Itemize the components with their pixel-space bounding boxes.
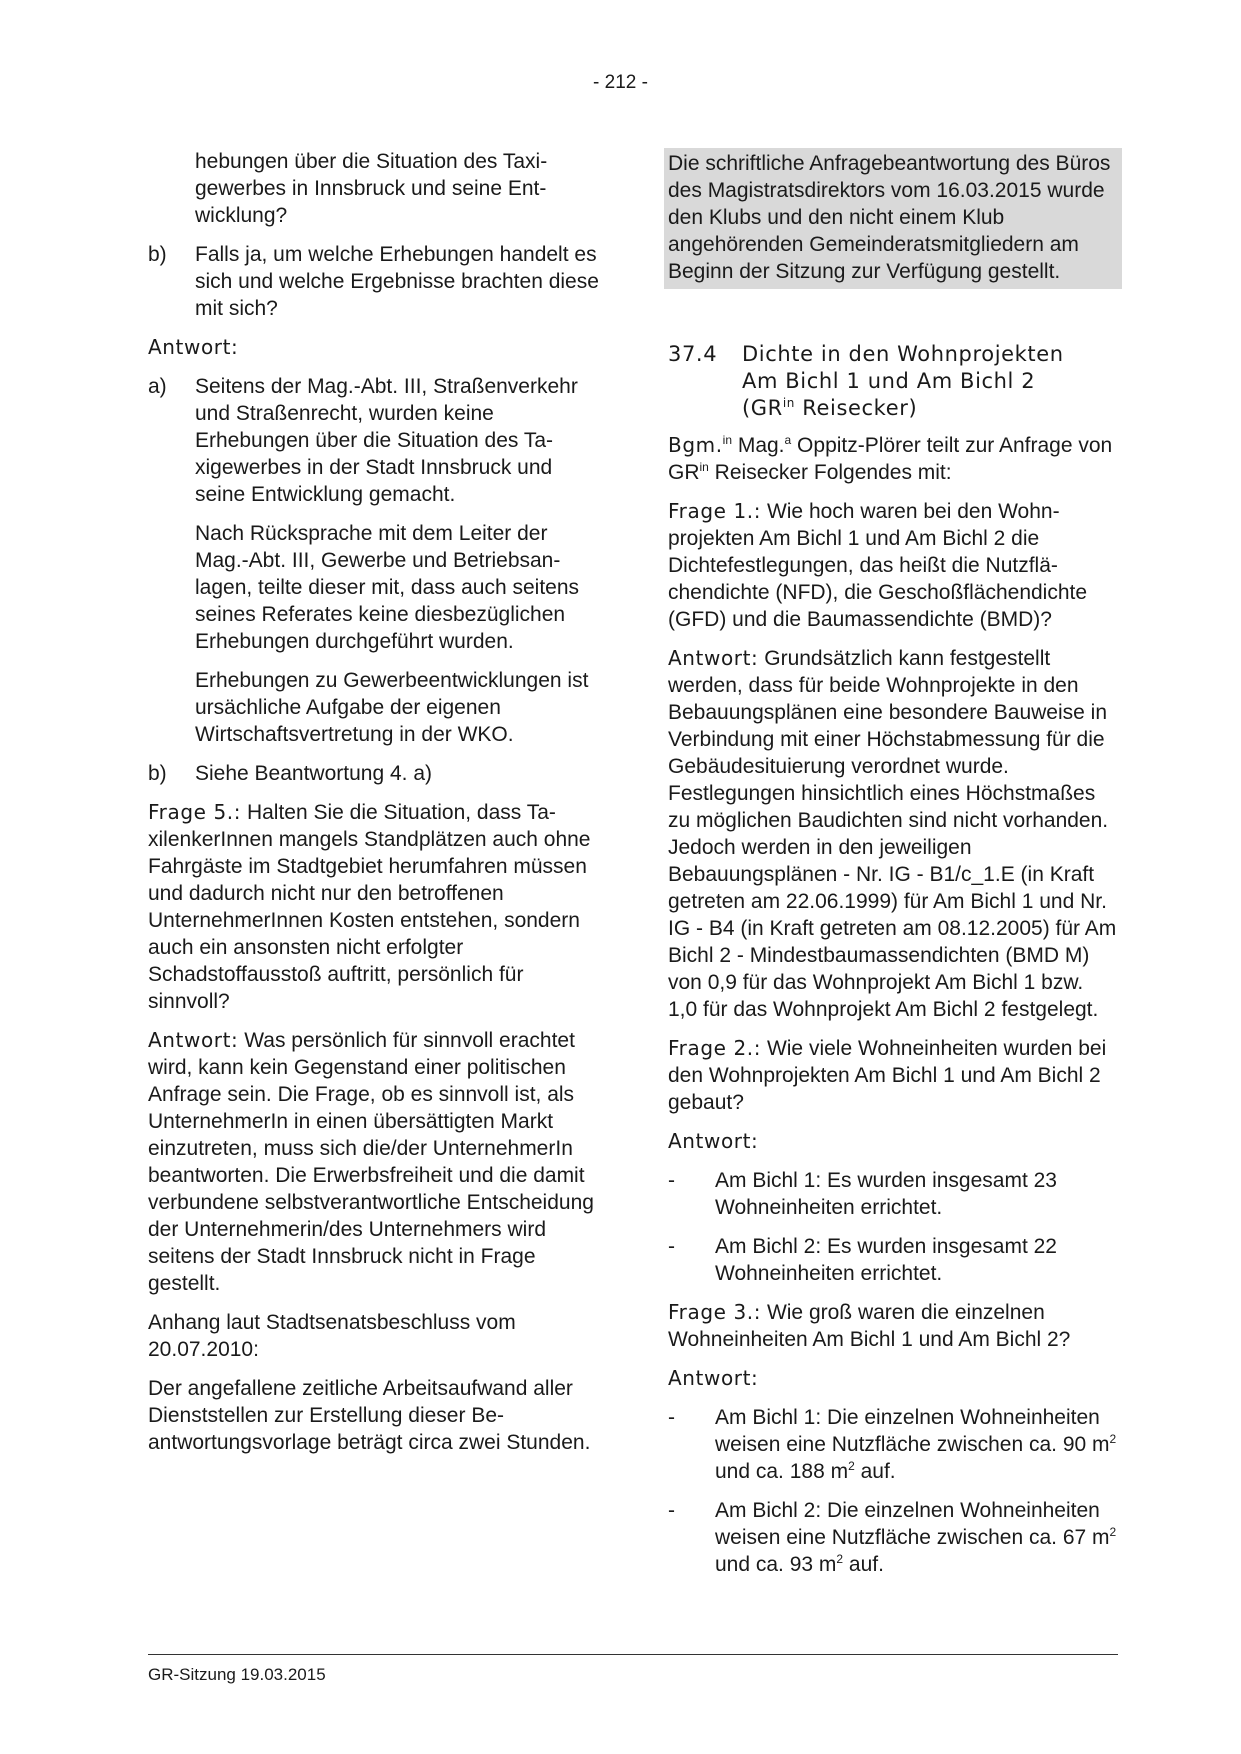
question-3 — [668, 1299, 1118, 1353]
section-number: 37.4 — [668, 342, 718, 366]
question-text: Wie groß waren die einzelnen Wohneinheiten Am Bichl 1 und Am Bichl 2? — [668, 1301, 1071, 1351]
answer-paragraph: Erhebungen zu Gewerbeentwicklungen ist ursächliche Aufgabe der eigenen Wirtschaftsvertretung in der WKO. — [195, 669, 589, 746]
question-1 — [668, 498, 1118, 633]
list-item-text: Am Bichl 1: Es wurden insgesamt 23 Wohneinheiten errichtet. — [715, 1169, 1057, 1219]
list-marker: b) — [148, 762, 167, 785]
question-2 — [668, 1035, 1118, 1116]
list-item-text: Am Bichl 2: Die einzelnen Wohneinheiten weisen eine Nutzfläche zwischen ca. 67 $m^2$ und ca. 93 $m^2$ auf. — [715, 1499, 1117, 1576]
appendix-note: Anhang laut Stadtsenatsbeschluss vom 20.07.2010: — [148, 1311, 516, 1361]
dash-marker: - — [668, 1235, 675, 1258]
list-item — [668, 1167, 1118, 1221]
dash-marker: - — [668, 1406, 675, 1429]
list-item-text: Siehe Beantwortung 4. a) — [195, 762, 432, 785]
list-marker: a) — [148, 375, 167, 398]
question-label: Frage 2.: — [668, 1036, 762, 1060]
list-item-b — [148, 760, 600, 787]
effort-note: Der angefallene zeitliche Arbeitsaufwand aller Dienststellen zur Erstellung dieser Beantwortungsvorlage beträgt circa zwei Stunden. — [148, 1377, 591, 1454]
answer-text: Was persönlich für sinnvoll erachtet wird, kann kein Gegenstand einer politischen Anfrage sein. Die Frage, ob es sinnvoll ist, als UnternehmerIn in einen übersättigten Markt einzutreten, muss sich die/der UnternehmerIn beantworten. Die Erwerbsfreiheit und die damit verbundene selbstverantwortliche Entscheidung der Unternehmerin/des Unternehmers wird seitens der Stadt Innsbruck nicht in Frage gestellt. — [148, 1029, 594, 1295]
right-column — [668, 148, 1118, 1590]
list-item — [668, 1404, 1118, 1485]
intro-paragraph: hebungen über die Situation des Taxigewerbes in Innsbruck und seine Entwicklung? — [195, 150, 548, 227]
page-number: - 212 - — [593, 72, 648, 93]
answer-text: Grundsätzlich kann festgestellt werden, dass für beide Wohnprojekte in den Bebauungsplänen eine besondere Bauweise in Verbindung mit einer Höchstabmessung für die Gebäudesituierung verordnet wurde. Festlegungen hinsichtlich eines Höchstmaßes zu möglichen Baudichten sind nicht vorhanden. Jedoch werden in den jeweiligen Bebauungsplänen - Nr. IG - B1/c_1.E (in Kraft getreten am 22.06.1999) für Am Bichl 1 und Nr. IG - B4 (in Kraft getreten am 08.12.2005) für Am Bichl 2 - Mindestbaumassendichten (BMD M) von 0,9 für das Wohnprojekt Am Bichl 1 bzw. 1,0 für das Wohnprojekt Am Bichl 2 festgelegt. — [668, 647, 1117, 1021]
list-item-text: Falls ja, um welche Erhebungen handelt es sich und welche Ergebnisse brachten diese mit sich? — [195, 243, 599, 320]
answer-label: Antwort: — [148, 1028, 239, 1052]
list-item-text: Am Bichl 2: Es wurden insgesamt 22 Wohneinheiten errichtet. — [715, 1235, 1057, 1285]
dash-marker: - — [668, 1499, 675, 1522]
question-label: Frage 5.: — [148, 800, 242, 824]
footer-divider — [148, 1654, 1118, 1655]
question-text: Wie viele Wohneinheiten wurden bei den Wohnprojekten Am Bichl 1 und Am Bichl 2 gebaut? — [668, 1037, 1107, 1114]
answer-label: Antwort: — [668, 1129, 759, 1153]
left-column — [148, 148, 600, 1468]
dash-marker: - — [668, 1169, 675, 1192]
list-item — [668, 1233, 1118, 1287]
intro-paragraph: Bgm.$^{in}$ Mag.$^a$ Oppitz-Plörer teilt zur Anfrage von $GR^{in}$ Reisecker Folgendes mit: — [668, 433, 1113, 484]
list-marker: b) — [148, 243, 167, 266]
section-title: Dichte in den Wohnprojekten Am Bichl 1 und Am Bichl 2 ($GR^{in}$ Reisecker) — [742, 342, 1064, 420]
list-item-text: Am Bichl 1: Die einzelnen Wohneinheiten weisen eine Nutzfläche zwischen ca. 90 $m^2$ und ca. 188 $m^2$ auf. — [715, 1406, 1117, 1483]
answer-5 — [148, 1027, 600, 1297]
question-5 — [148, 799, 600, 1015]
info-box: Die schriftliche Anfragebeantwortung des Büros des Magistratsdirektors vom 16.03.2015 wurde den Klubs und den nicht einem Klub angehörenden Gemeinderatsmitgliedern am Beginn der Sitzung zur Verfügung gestellt. — [664, 148, 1122, 289]
question-label: Frage 1.: — [668, 499, 762, 523]
question-text: Halten Sie die Situation, dass TaxilenkerInnen mangels Standplätzen auch ohne Fahrgäste im Stadtgebiet herumfahren müssen und dadurch nicht nur den betroffenen UnternehmerInnen Kosten entstehen, sondern auch ein ansonsten nicht erfolgter Schadstoffausstoß auftritt, persönlich für sinnvoll? — [148, 801, 591, 1013]
answer-paragraph: Nach Rücksprache mit dem Leiter der Mag.-Abt. III, Gewerbe und Betriebsanlagen, teilte dieser mit, dass auch seitens seines Referates keine diesbezüglichen Erhebungen durchgeführt wurden. — [195, 522, 580, 653]
list-item — [668, 1497, 1118, 1578]
footer-text: GR-Sitzung 19.03.2015 — [148, 1665, 326, 1684]
question-text: Wie hoch waren bei den Wohnprojekten Am Bichl 1 und Am Bichl 2 die Dichtefestlegungen, das heißt die Nutzflächendichte (NFD), die Geschoßflächendichte (GFD) und die Baumassendichte (BMD)? — [668, 500, 1088, 631]
answer-label: Antwort: — [668, 646, 759, 670]
list-item-text: Seitens der Mag.-Abt. III, Straßenverkehr und Straßenrecht, wurden keine Erhebungen über die Situation des Taxigewerbes in der Stadt Innsbruck und seine Entwicklung gemacht. — [195, 375, 578, 506]
list-item-a — [148, 373, 600, 508]
question-label: Frage 3.: — [668, 1300, 762, 1324]
section-heading — [668, 341, 1118, 422]
list-item-b — [148, 241, 600, 322]
answer-label: Antwort: — [668, 1366, 759, 1390]
answer-1 — [668, 645, 1118, 1023]
answer-label: Antwort: — [148, 335, 239, 359]
